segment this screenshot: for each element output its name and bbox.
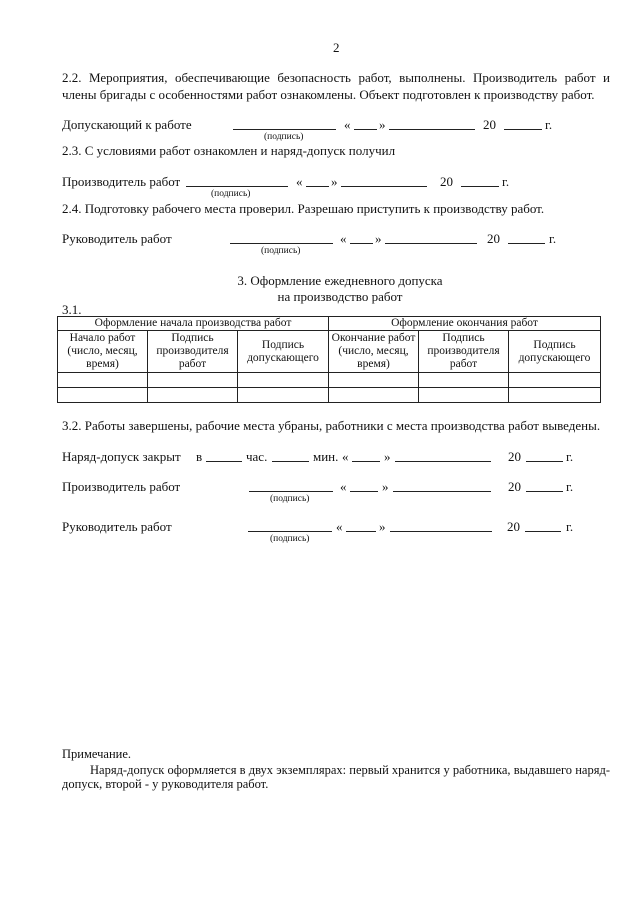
at-word: в (196, 449, 203, 464)
quote-open: « (340, 479, 347, 494)
group-header-start: Оформление начала производства работ (58, 317, 329, 331)
closing-producer-month-field[interactable] (393, 491, 491, 492)
table-cell[interactable] (329, 373, 419, 388)
section-3-2-text: 3.2. Работы завершены, рабочие места убраны, работники с места производства работ выведены. (62, 418, 601, 433)
closing-manager-label: Руководитель работ (62, 519, 172, 534)
quote-open: « (336, 519, 343, 534)
note-text-line1: Наряд-допуск оформляется в двух экземплярах: первый хранится у работника, выдавшего наряд- (90, 763, 610, 777)
table-row (58, 388, 601, 403)
column-header: Подпись допускающего (238, 331, 329, 373)
producer-signer-label: Производитель работ (62, 174, 181, 189)
year-suffix: г. (566, 449, 574, 464)
closing-producer-day-field[interactable] (350, 491, 378, 492)
year-suffix: г. (566, 479, 574, 494)
note-title: Примечание. (62, 747, 132, 761)
minutes-word: мин. (313, 449, 339, 464)
producer-day-field[interactable] (306, 186, 329, 187)
column-header: Подпись допускающего (509, 331, 601, 373)
quote-close: » (382, 479, 389, 494)
year-prefix: 20 (508, 449, 521, 464)
quote-open: « (342, 449, 349, 464)
quote-open: « (340, 231, 347, 246)
table-cell[interactable] (329, 388, 419, 403)
table-cell[interactable] (58, 373, 148, 388)
table-cell[interactable] (419, 373, 509, 388)
admitting-month-field[interactable] (389, 129, 475, 130)
closed-month-field[interactable] (395, 461, 491, 462)
signature-caption: (подпись) (264, 132, 304, 142)
closing-manager-month-field[interactable] (390, 531, 492, 532)
table-cell[interactable] (419, 388, 509, 403)
section-2-2-text-line1: 2.2. Мероприятия, обеспечивающие безопасность работ, выполнены. Производитель работ и (62, 70, 610, 85)
closed-year-field[interactable] (526, 461, 563, 462)
quote-close: » (379, 519, 386, 534)
closing-manager-year-field[interactable] (525, 531, 561, 532)
closing-producer-signature-field[interactable] (249, 491, 333, 492)
producer-month-field[interactable] (341, 186, 427, 187)
closed-hours-field[interactable] (206, 461, 242, 462)
signature-caption: (подпись) (211, 189, 251, 199)
quote-close: » (331, 174, 338, 189)
table-cell[interactable] (238, 388, 329, 403)
quote-close: » (384, 449, 391, 464)
section-2-3-text: 2.3. С условиями работ ознакомлен и наряд-допуск получил (62, 143, 396, 158)
column-header: Подпись производителя работ (419, 331, 509, 373)
section-2-4-text: 2.4. Подготовку рабочего места проверил. Разрешаю приступить к производству работ. (62, 201, 545, 216)
closed-day-field[interactable] (352, 461, 380, 462)
table-cell[interactable] (58, 388, 148, 403)
year-prefix: 20 (507, 519, 520, 534)
column-header: Начало работ (число, месяц, время) (58, 331, 148, 373)
signature-caption: (подпись) (261, 246, 301, 256)
table-cell[interactable] (238, 373, 329, 388)
hours-word: час. (246, 449, 268, 464)
year-prefix: 20 (483, 117, 496, 132)
section-2-2-text-line2: члены бригады с особенностями работ ознакомлены. Объект подготовлен к производству работ. (62, 87, 595, 102)
table-row (58, 373, 601, 388)
signature-caption: (подпись) (270, 534, 310, 544)
column-header: Подпись производителя работ (148, 331, 238, 373)
closing-producer-year-field[interactable] (526, 491, 563, 492)
group-header-end: Оформление окончания работ (329, 317, 601, 331)
page-number: 2 (333, 40, 340, 55)
closed-minutes-field[interactable] (272, 461, 309, 462)
manager-day-field[interactable] (350, 243, 373, 244)
quote-open: « (344, 117, 351, 132)
admitting-year-field[interactable] (504, 129, 542, 130)
note-text-line2: допуск, второй - у руководителя работ. (62, 777, 269, 791)
closing-producer-label: Производитель работ (62, 479, 181, 494)
year-suffix: г. (502, 174, 510, 189)
manager-signer-label: Руководитель работ (62, 231, 172, 246)
year-prefix: 20 (440, 174, 453, 189)
quote-close: » (375, 231, 382, 246)
year-suffix: г. (545, 117, 553, 132)
section-3-title-line2: на производство работ (277, 289, 403, 304)
closing-manager-signature-field[interactable] (248, 531, 332, 532)
admitting-signer-label: Допускающий к работе (62, 117, 192, 132)
table-cell[interactable] (148, 388, 238, 403)
closed-label: Наряд-допуск закрыт (62, 449, 181, 464)
producer-year-field[interactable] (461, 186, 499, 187)
column-header: Окончание работ (число, месяц, время) (329, 331, 419, 373)
admitting-signature-field[interactable] (233, 129, 336, 130)
manager-month-field[interactable] (385, 243, 477, 244)
year-prefix: 20 (508, 479, 521, 494)
signature-caption: (подпись) (270, 494, 310, 504)
manager-signature-field[interactable] (230, 243, 333, 244)
producer-signature-field[interactable] (186, 186, 288, 187)
table-cell[interactable] (148, 373, 238, 388)
closing-manager-day-field[interactable] (346, 531, 376, 532)
year-suffix: г. (566, 519, 574, 534)
year-suffix: г. (549, 231, 557, 246)
year-prefix: 20 (487, 231, 500, 246)
subsection-3-1-label: 3.1. (62, 302, 82, 317)
section-3-title-line1: 3. Оформление ежедневного допуска (237, 273, 443, 288)
table-cell[interactable] (509, 373, 601, 388)
quote-open: « (296, 174, 303, 189)
quote-close: » (379, 117, 386, 132)
manager-year-field[interactable] (508, 243, 545, 244)
table-cell[interactable] (509, 388, 601, 403)
admitting-day-field[interactable] (354, 129, 377, 130)
daily-admission-table (57, 316, 601, 403)
